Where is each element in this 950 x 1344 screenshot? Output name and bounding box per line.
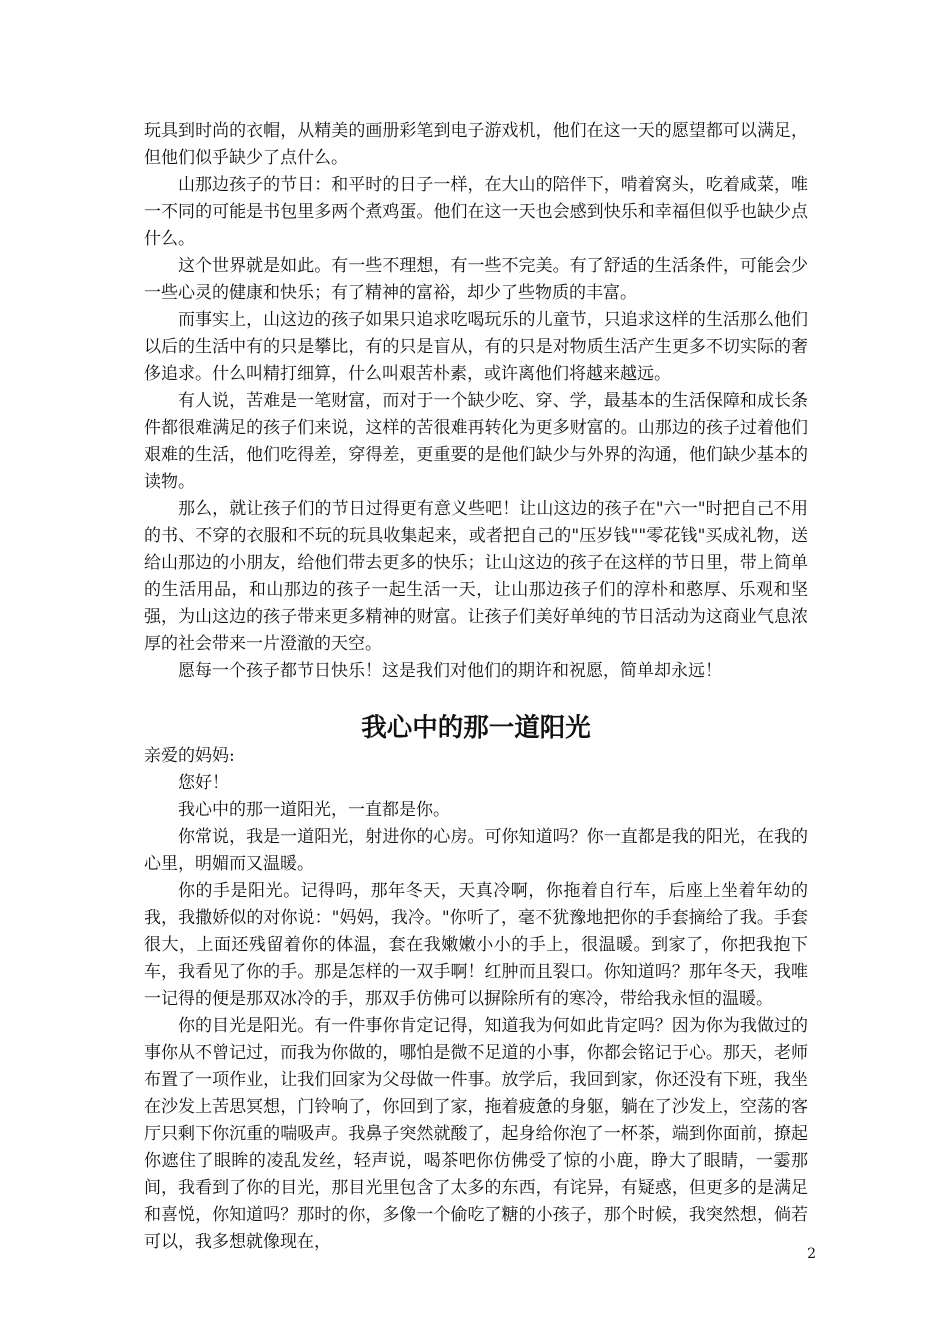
paragraph: 我心中的那一道阳光，一直都是你。 xyxy=(178,800,450,820)
document-body xyxy=(144,118,808,1256)
greeting: 您好！ xyxy=(178,773,229,793)
paragraph: 你的目光是阳光。有一件事你肯定记得，知道我为何如此肯定吗？因为你为我做过的事你从不曾记过，而我为你做的，哪怕是微不足道的小事，你都会铭记于心。那天，老师布置了一项作业，让我们回家为父母做一件事。放学后，我回到家，你还没有下班，我坐在沙发上苦思冥想，门铃响了，你回到了家，拖着疲惫的身躯，躺在了沙发上，空荡的客厅只剩下你沉重的喘吸声。我鼻子突然就酸了，起身给你泡了一杯茶，端到你面前，撩起你遮住了眼眸的凌乱发丝，轻声说，喝茶吧你仿佛受了惊的小鹿，睁大了眼睛，一霎那间，我看到了你的目光，那目光里包含了太多的东西，有诧异，有疑惑，但更多的是满足和喜悦，你知道吗？那时的你，多像一个偷吃了糖的小孩子，那个时候，我突然想，倘若可以，我多想就像现在， xyxy=(144,1016,808,1252)
essay-title: 我心中的那一道阳光 xyxy=(361,713,591,743)
paragraph: 你的手是阳光。记得吗，那年冬天，天真冷啊，你拖着自行车，后座上坐着年幼的我，我撒娇似的对你说："妈妈，我冷。"你听了，毫不犹豫地把你的手套摘给了我。手套很大，上面还残留着你的体温，套在我嫩嫩小小的手上，很温暖。到家了，你把我抱下车，我看见了你的手。那是怎样的一双手啊！红肿而且裂口。你知道吗？那年冬天，我唯一记得的便是那双冰冷的手，那双手仿佛可以摒除所有的寒冷，带给我永恒的温暖。 xyxy=(144,881,808,1009)
salutation: 亲爱的妈妈: xyxy=(144,746,235,766)
paragraph: 而事实上，山这边的孩子如果只追求吃喝玩乐的儿童节，只追求这样的生活那么他们以后的生活中有的只是攀比，有的只是盲从，有的只是对物质生活产生更多不切实际的奢侈追求。什么叫精打细算，什么叫艰苦朴素，或许离他们将越来越远。 xyxy=(144,310,808,384)
paragraph: 玩具到时尚的衣帽，从精美的画册彩笔到电子游戏机，他们在这一天的愿望都可以满足，但他们似乎缺少了点什么。 xyxy=(144,121,808,168)
page-number: 2 xyxy=(807,1246,816,1262)
paragraph: 愿每一个孩子都节日快乐！这是我们对他们的期许和祝愿，简单却永远！ xyxy=(178,661,722,681)
paragraph: 山那边孩子的节日：和平时的日子一样，在大山的陪伴下，啃着窝头，吃着咸菜，唯一不同的可能是书包里多两个煮鸡蛋。他们在这一天也会感到快乐和幸福但似乎也缺少点什么。 xyxy=(144,175,808,249)
paragraph: 有人说，苦难是一笔财富，而对于一个缺少吃、穿、学，最基本的生活保障和成长条件都很难满足的孩子们来说，这样的苦很难再转化为更多财富的。山那边的孩子过着他们艰难的生活，他们吃得差，穿得差，更重要的是他们缺少与外界的沟通，他们缺少基本的读物。 xyxy=(144,391,808,492)
section-spacer xyxy=(144,685,808,713)
paragraph: 那么，就让孩子们的节日过得更有意义些吧！让山这边的孩子在"六一"时把自己不用的书、不穿的衣服和不玩的玩具收集起来，或者把自己的"压岁钱""零花钱"买成礼物，送给山那边的小朋友，给他们带去更多的快乐；让山这边的孩子在这样的节日里，带上简单的生活用品，和山那边的孩子一起生活一天，让山那边孩子们的淳朴和憨厚、乐观和坚强，为山这边的孩子带来更多精神的财富。让孩子们美好单纯的节日活动为这商业气息浓厚的社会带来一片澄澈的天空。 xyxy=(144,499,808,654)
paragraph: 你常说，我是一道阳光，射进你的心房。可你知道吗？你一直都是我的阳光，在我的心里，明媚而又温暖。 xyxy=(144,827,808,874)
paragraph: 这个世界就是如此。有一些不理想，有一些不完美。有了舒适的生活条件，可能会少一些心灵的健康和快乐；有了精神的富裕，却少了些物质的丰富。 xyxy=(144,256,808,303)
